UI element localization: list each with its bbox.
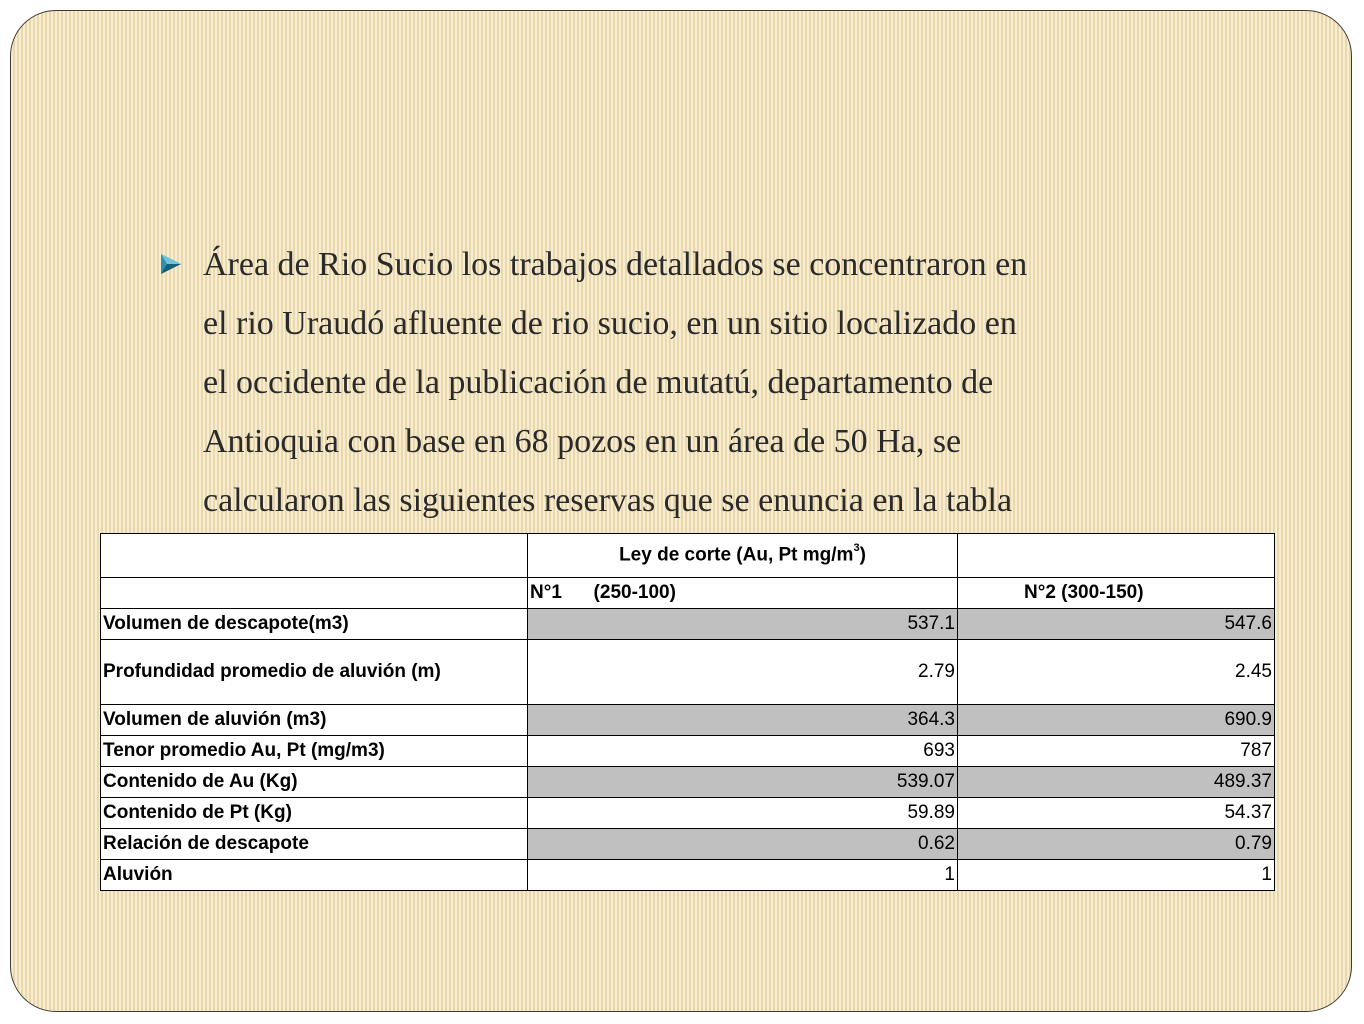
col1-header: N°1 (250-100) [528, 578, 958, 609]
row-label: Contenido de Au (Kg) [101, 767, 528, 798]
empty-cell [101, 534, 528, 578]
header-group-close: ) [859, 544, 866, 566]
row-value-1: 364.3 [528, 705, 958, 736]
paragraph-line: Antioquia con base en 68 pozos en un área de 50 Ha, se [203, 423, 962, 460]
row-value-2: 2.45 [958, 640, 1275, 705]
table-row [101, 860, 1275, 891]
header-group-text: Ley de corte (Au, Pt mg/m [619, 544, 854, 566]
col2-header: N°2 (300-150) [958, 578, 1275, 609]
row-value-2: 489.37 [958, 767, 1275, 798]
row-value-1: 2.79 [528, 640, 958, 705]
row-value-1: 693 [528, 736, 958, 767]
paragraph-line: el occidente de la publicación de mutatú, departamento de [203, 364, 994, 401]
empty-cell [958, 534, 1275, 578]
row-label: Volumen de descapote(m3) [101, 609, 528, 640]
row-value-2: 690.9 [958, 705, 1275, 736]
paragraph-line: calcularon las siguientes reservas que se enuncia en la tabla [203, 482, 1013, 519]
table-row [101, 640, 1275, 705]
table-row [101, 798, 1275, 829]
row-label: Contenido de Pt (Kg) [101, 798, 528, 829]
table-row [101, 736, 1275, 767]
row-value-1: 1 [528, 860, 958, 891]
table-row [101, 705, 1275, 736]
table-row [101, 829, 1275, 860]
row-value-2: 787 [958, 736, 1275, 767]
row-value-2: 547.6 [958, 609, 1275, 640]
row-value-2: 1 [958, 860, 1275, 891]
table-subheader-row [101, 578, 1275, 609]
row-value-1: 59.89 [528, 798, 958, 829]
body-paragraph [203, 235, 1283, 530]
row-value-1: 537.1 [528, 609, 958, 640]
reserves-table [100, 533, 1275, 891]
row-label: Aluvión [101, 860, 528, 891]
slide [10, 10, 1352, 1012]
header-group-superscript: 3 [853, 542, 860, 555]
paragraph-line: Área de Rio Sucio los trabajos detallados se concentraron en [203, 246, 1028, 283]
table-header-row [101, 534, 1275, 578]
row-label: Relación de descapote [101, 829, 528, 860]
row-value-2: 54.37 [958, 798, 1275, 829]
header-group-cell [528, 534, 958, 578]
empty-cell [101, 578, 528, 609]
row-value-2: 0.79 [958, 829, 1275, 860]
table-row [101, 609, 1275, 640]
table-row [101, 767, 1275, 798]
row-label: Volumen de aluvión (m3) [101, 705, 528, 736]
row-label: Profundidad promedio de aluvión (m) [101, 640, 528, 705]
arrow-bullet-icon [159, 253, 183, 275]
paragraph-line: el rio Uraudó afluente de rio sucio, en un sitio localizado en [203, 305, 1017, 342]
row-label: Tenor promedio Au, Pt (mg/m3) [101, 736, 528, 767]
row-value-1: 0.62 [528, 829, 958, 860]
row-value-1: 539.07 [528, 767, 958, 798]
